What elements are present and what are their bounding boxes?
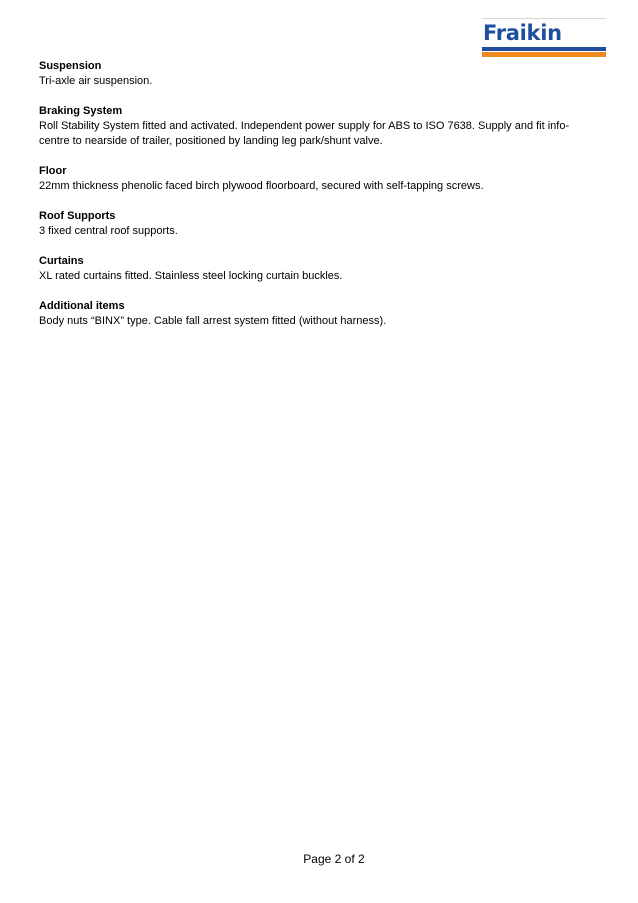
- section-body: Roll Stability System fitted and activated. Independent power supply for ABS to ISO 7638. Supply and fit info-centre to nearside of trailer, positioned by landing leg park/shunt valve.: [39, 120, 570, 147]
- section-body: 22mm thickness phenolic faced birch plywood floorboard, secured with self-tapping screws.: [39, 180, 484, 192]
- section-title: Braking System: [39, 105, 123, 117]
- section-floor: [39, 164, 599, 194]
- section-title: Floor: [39, 165, 67, 177]
- logo-orange-bar: [482, 52, 606, 57]
- section-body: XL rated curtains fitted. Stainless steel locking curtain buckles.: [39, 270, 343, 282]
- section-body: Body nuts “BINX” type. Cable fall arrest system fitted (without harness).: [39, 315, 387, 327]
- section-title: Roof Supports: [39, 210, 116, 222]
- logo-wordmark: Fraikin: [483, 21, 562, 45]
- fraikin-logo: [482, 18, 606, 58]
- page-number: Page 2 of 2: [303, 852, 365, 866]
- spec-content: [39, 59, 599, 344]
- section-suspension: [39, 59, 599, 89]
- section-title: Additional items: [39, 300, 125, 312]
- section-roof-supports: [39, 209, 599, 239]
- section-additional-items: [39, 299, 599, 329]
- logo-blue-bar: [482, 47, 606, 51]
- section-title: Suspension: [39, 60, 102, 72]
- section-title: Curtains: [39, 255, 84, 267]
- section-body: 3 fixed central roof supports.: [39, 225, 178, 237]
- section-braking-system: [39, 104, 599, 149]
- section-body: Tri-axle air suspension.: [39, 75, 153, 87]
- logo-top-rule: [482, 18, 606, 19]
- section-curtains: [39, 254, 599, 284]
